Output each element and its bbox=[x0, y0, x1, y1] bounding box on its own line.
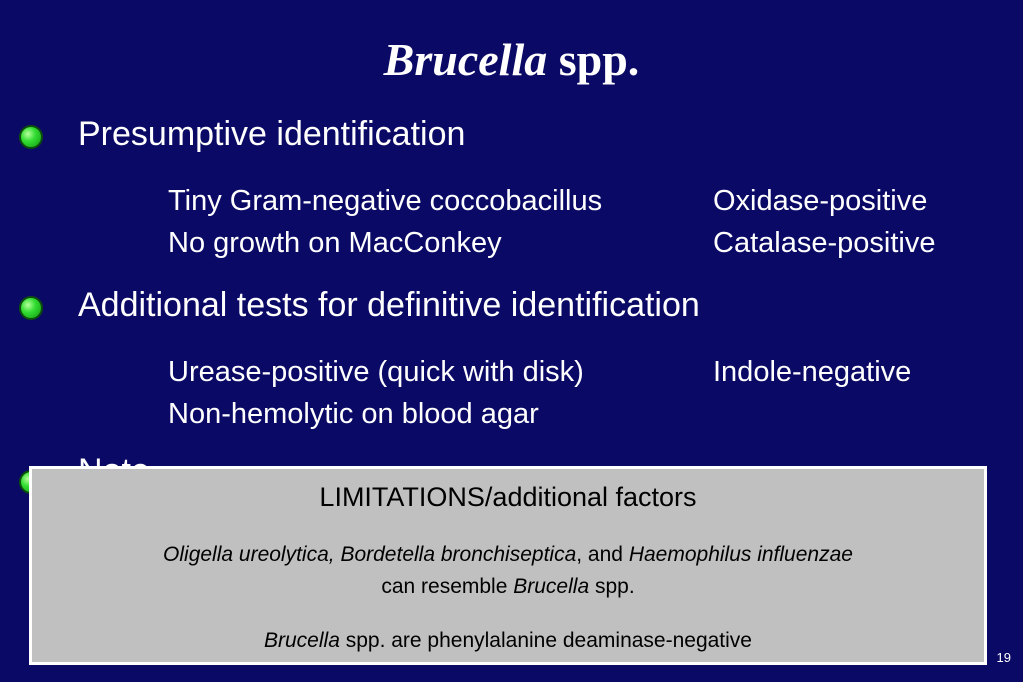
genus-name: Brucella bbox=[264, 629, 340, 652]
bullet-additional-tests: Additional tests for definitive identification bbox=[78, 286, 700, 324]
limitations-box bbox=[29, 466, 987, 665]
limitations-organisms-line bbox=[32, 540, 984, 570]
pad-text: spp. are phenylalanine deaminase-negative bbox=[339, 629, 752, 652]
genus-name: Brucella bbox=[513, 575, 590, 598]
limitations-resemble-line bbox=[32, 572, 984, 602]
bullet-dot-icon bbox=[19, 296, 43, 320]
title-suffix: spp. bbox=[547, 34, 640, 85]
limitations-heading: LIMITATIONS/additional factors bbox=[319, 482, 697, 512]
spp-text: spp. bbox=[589, 575, 635, 598]
bullet-presumptive: Presumptive identification bbox=[78, 115, 466, 153]
additional-test-item: Indole-negative bbox=[713, 356, 912, 388]
additional-test-item: Urease-positive (quick with disk) bbox=[168, 356, 584, 388]
organism-names: Oligella ureolytica, Bordetella bronchiseptica bbox=[163, 543, 577, 566]
conjunction: , and bbox=[576, 543, 629, 566]
presumptive-item: Oxidase-positive bbox=[713, 185, 928, 217]
slide-title bbox=[0, 30, 1023, 90]
presumptive-item: No growth on MacConkey bbox=[168, 227, 502, 259]
presumptive-item: Tiny Gram-negative coccobacillus bbox=[168, 185, 603, 217]
organism-name: Haemophilus influenzae bbox=[628, 543, 853, 566]
title-genus: Brucella bbox=[383, 34, 548, 85]
resemble-text: can resemble bbox=[381, 575, 514, 598]
additional-test-item: Non-hemolytic on blood agar bbox=[168, 398, 539, 430]
limitations-pad-line bbox=[32, 626, 984, 656]
bullet-dot-icon bbox=[19, 125, 43, 149]
page-number: 19 bbox=[996, 650, 1011, 665]
presumptive-item: Catalase-positive bbox=[713, 227, 936, 259]
